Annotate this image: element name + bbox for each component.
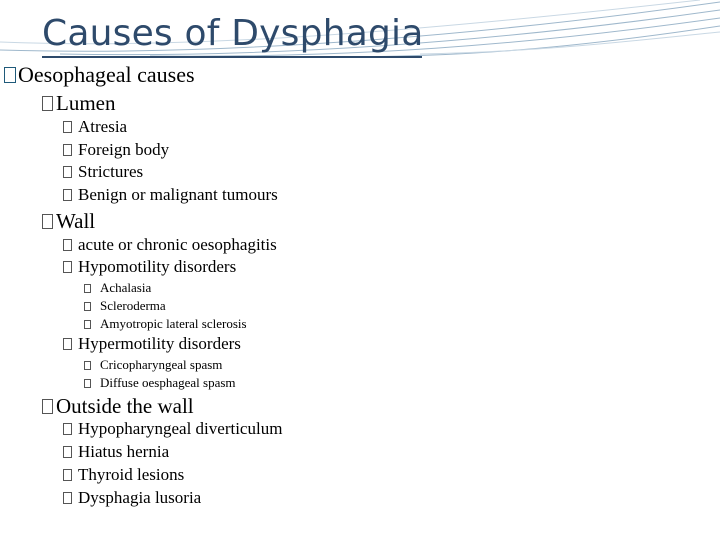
slide-title: Causes of Dysphagia (42, 13, 424, 54)
list-item (63, 442, 169, 462)
box-bullet-icon (84, 284, 91, 293)
section-label: Outside the wall (56, 394, 194, 418)
subitem-label: Cricopharyngeal spasm (100, 357, 223, 372)
box-bullet-icon (84, 361, 91, 370)
sub-list-item (84, 316, 247, 332)
title-underline (42, 56, 422, 58)
heading-text: Oesophageal causes (18, 62, 195, 87)
subitem-label: Amyotropic lateral sclerosis (100, 316, 247, 331)
section-lumen (42, 91, 115, 116)
item-label: Thyroid lesions (78, 465, 185, 484)
box-bullet-icon (63, 239, 72, 251)
item-label: acute or chronic oesophagitis (78, 235, 277, 254)
box-bullet-icon (63, 166, 72, 178)
box-bullet-icon (84, 379, 91, 388)
list-item (63, 117, 127, 137)
box-bullet-icon (63, 338, 72, 350)
list-item (63, 465, 184, 485)
sub-list-item (84, 375, 236, 391)
item-label: Hypopharyngeal diverticulum (78, 419, 283, 438)
box-bullet-icon (63, 423, 72, 435)
sub-list-item (84, 357, 222, 373)
list-item (63, 162, 143, 182)
item-label: Hypomotility disorders (78, 257, 237, 276)
item-label: Benign or malignant tumours (78, 185, 278, 204)
item-label: Strictures (78, 162, 144, 181)
box-bullet-icon (63, 469, 72, 481)
list-item (63, 235, 277, 255)
subitem-label: Scleroderma (100, 298, 166, 313)
heading-oesophageal-causes (4, 62, 195, 88)
box-bullet-icon (42, 214, 53, 229)
list-item (63, 488, 201, 508)
subitem-label: Achalasia (100, 280, 152, 295)
item-label: Foreign body (78, 140, 170, 159)
list-item (63, 140, 169, 160)
box-bullet-icon (63, 189, 72, 201)
section-outside-the-wall (42, 394, 194, 419)
box-bullet-icon (4, 67, 16, 83)
list-item (63, 419, 282, 439)
box-bullet-icon (63, 446, 72, 458)
box-bullet-icon (63, 261, 72, 273)
sub-list-item (84, 298, 166, 314)
item-label: Hypermotility disorders (78, 334, 241, 353)
section-wall (42, 209, 95, 234)
box-bullet-icon (42, 399, 53, 414)
item-label: Atresia (78, 117, 128, 136)
box-bullet-icon (42, 96, 53, 111)
section-label: Lumen (56, 91, 116, 115)
item-label: Hiatus hernia (78, 442, 170, 461)
item-label: Dysphagia lusoria (78, 488, 202, 507)
list-item (63, 257, 236, 277)
sub-list-item (84, 280, 151, 296)
box-bullet-icon (63, 144, 72, 156)
box-bullet-icon (84, 302, 91, 311)
box-bullet-icon (63, 121, 72, 133)
subitem-label: Diffuse oesphageal spasm (100, 375, 236, 390)
box-bullet-icon (84, 320, 91, 329)
section-label: Wall (56, 209, 96, 233)
list-item (63, 185, 278, 205)
box-bullet-icon (63, 492, 72, 504)
list-item (63, 334, 241, 354)
